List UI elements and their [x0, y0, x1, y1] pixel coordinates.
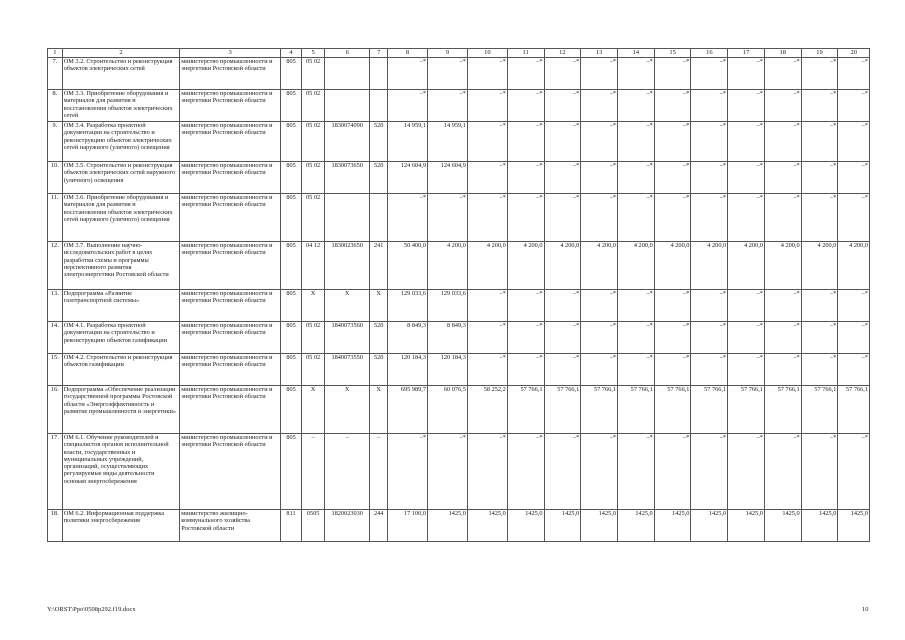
amount-cell: –* [507, 90, 544, 122]
row-number: 17. [48, 434, 63, 510]
amount-cell: –* [467, 90, 507, 122]
amount-cell: 57 766,1 [728, 386, 765, 434]
amount-cell: 58 252,2 [467, 386, 507, 434]
code-target: – [325, 434, 370, 510]
measure-name: Подпрограмма «Обеспечение реализации государственной программы Ростовской области «Энергоэффективность и развитие промышленности и энергетики» [62, 386, 180, 434]
amount-cell: 17 100,0 [388, 510, 428, 542]
amount-cell: –* [428, 58, 468, 90]
header-cell: 20 [838, 49, 870, 58]
amount-cell: –* [728, 354, 765, 386]
amount-cell: –* [838, 290, 870, 322]
amount-cell: –* [507, 354, 544, 386]
amount-cell: –* [617, 354, 654, 386]
amount-cell: –* [654, 90, 691, 122]
amount-cell: –* [388, 58, 428, 90]
amount-cell: –* [728, 90, 765, 122]
row-number: 8. [48, 90, 63, 122]
amount-cell: –* [617, 58, 654, 90]
amount-cell: 120 184,3 [428, 354, 468, 386]
amount-cell: –* [507, 290, 544, 322]
code-expense: Х [370, 290, 388, 322]
code-target [325, 58, 370, 90]
amount-cell: –* [544, 354, 581, 386]
amount-cell: 1425,0 [654, 510, 691, 542]
code-target: Х [325, 386, 370, 434]
amount-cell: –* [617, 322, 654, 354]
amount-cell: –* [728, 290, 765, 322]
executor: министерство промышленности и энергетики Ростовской области [180, 194, 281, 242]
code-section: 0505 [302, 510, 325, 542]
amount-cell: –* [728, 162, 765, 194]
row-number: 13. [48, 290, 63, 322]
amount-cell: –* [581, 322, 618, 354]
amount-cell: 1425,0 [467, 510, 507, 542]
amount-cell: –* [691, 58, 728, 90]
amount-cell: 124 604,9 [388, 162, 428, 194]
header-cell: 19 [801, 49, 838, 58]
amount-cell: –* [654, 290, 691, 322]
amount-cell: 1425,0 [764, 510, 801, 542]
amount-cell: –* [764, 90, 801, 122]
code-expense: 520 [370, 354, 388, 386]
amount-cell: –* [801, 90, 838, 122]
measure-name: ОМ 6.2. Информационная поддержка политики энергосбережения [62, 510, 180, 542]
measure-name: ОМ 3.7. Выполнение научно-исследовательских работ в целях разработки схемы и программы перспективного развития электроэнергетики Ростовской области [62, 242, 180, 290]
amount-cell: 8 849,3 [388, 322, 428, 354]
amount-cell: –* [764, 194, 801, 242]
table-row [48, 354, 870, 386]
code-expense [370, 194, 388, 242]
code-section: Х [302, 386, 325, 434]
code-expense: 244 [370, 510, 388, 542]
code-grbs: 805 [281, 90, 302, 122]
amount-cell: 1425,0 [691, 510, 728, 542]
amount-cell: –* [507, 322, 544, 354]
amount-cell: –* [764, 290, 801, 322]
amount-cell: –* [507, 162, 544, 194]
amount-cell: –* [728, 434, 765, 510]
amount-cell: –* [581, 162, 618, 194]
amount-cell: 57 766,1 [691, 386, 728, 434]
header-cell: 12 [544, 49, 581, 58]
amount-cell: 60 076,5 [428, 386, 468, 434]
amount-cell: 57 766,1 [654, 386, 691, 434]
code-section: 05 02 [302, 354, 325, 386]
amount-cell: –* [388, 434, 428, 510]
amount-cell: 4 200,0 [801, 242, 838, 290]
amount-cell: 14 959,1 [428, 122, 468, 162]
amount-cell: –* [764, 322, 801, 354]
amount-cell: –* [428, 194, 468, 242]
code-target: 1830023650 [325, 242, 370, 290]
amount-cell: –* [801, 354, 838, 386]
header-cell: 6 [325, 49, 370, 58]
code-target [325, 90, 370, 122]
row-number: 7. [48, 58, 63, 90]
amount-cell: –* [581, 194, 618, 242]
row-number: 18. [48, 510, 63, 542]
amount-cell: –* [388, 194, 428, 242]
amount-cell: –* [544, 58, 581, 90]
code-expense: 520 [370, 122, 388, 162]
amount-cell: –* [507, 434, 544, 510]
header-cell: 15 [654, 49, 691, 58]
amount-cell: –* [838, 322, 870, 354]
measure-name: ОМ 3.6. Приобретение оборудования и материалов для развития и восстановления объектов электрических сетей наружного (уличного) освещения [62, 194, 180, 242]
amount-cell: 1425,0 [728, 510, 765, 542]
amount-cell: –* [617, 90, 654, 122]
amount-cell: 57 766,1 [617, 386, 654, 434]
table-row [48, 90, 870, 122]
file-path: Y:\ORST\Ppo\0508p292.f19.docx [47, 606, 136, 613]
measure-name: ОМ 3.3. Приобретение оборудования и материалов для развития и восстановления объектов электрических сетей [62, 90, 180, 122]
header-cell: 10 [467, 49, 507, 58]
code-grbs: 805 [281, 322, 302, 354]
amount-cell: 1425,0 [428, 510, 468, 542]
table-row [48, 162, 870, 194]
code-section: 05 02 [302, 122, 325, 162]
amount-cell: –* [654, 322, 691, 354]
amount-cell: –* [801, 122, 838, 162]
amount-cell: –* [428, 90, 468, 122]
amount-cell: –* [838, 354, 870, 386]
amount-cell: –* [838, 58, 870, 90]
amount-cell: –* [654, 122, 691, 162]
header-cell: 8 [388, 49, 428, 58]
amount-cell: –* [467, 58, 507, 90]
executor: министерство промышленности и энергетики Ростовской области [180, 386, 281, 434]
amount-cell: 124 604,9 [428, 162, 468, 194]
amount-cell: –* [691, 354, 728, 386]
amount-cell: –* [838, 90, 870, 122]
table-row [48, 510, 870, 542]
code-target: 1830074090 [325, 122, 370, 162]
amount-cell: –* [507, 122, 544, 162]
code-section: 05 02 [302, 90, 325, 122]
amount-cell: –* [581, 90, 618, 122]
amount-cell: 4 200,0 [691, 242, 728, 290]
code-grbs: 805 [281, 242, 302, 290]
amount-cell: –* [581, 434, 618, 510]
amount-cell: 1425,0 [838, 510, 870, 542]
header-cell: 18 [764, 49, 801, 58]
code-section: 05 02 [302, 194, 325, 242]
header-cell: 17 [728, 49, 765, 58]
amount-cell: –* [801, 58, 838, 90]
table-row [48, 322, 870, 354]
amount-cell: –* [654, 194, 691, 242]
header-row [48, 49, 870, 58]
amount-cell: –* [581, 354, 618, 386]
measure-name: ОМ 3.4. Разработка проектной документации на строительство и реконструкцию объектов электрических сетей наружного (уличного) освещения [62, 122, 180, 162]
measure-name: Подпрограмма «Развитие газотранспортной системы» [62, 290, 180, 322]
amount-cell: –* [467, 354, 507, 386]
code-grbs: 811 [281, 510, 302, 542]
executor: министерство промышленности и энергетики Ростовской области [180, 58, 281, 90]
amount-cell: 57 766,1 [544, 386, 581, 434]
amount-cell: –* [544, 194, 581, 242]
table-row [48, 242, 870, 290]
amount-cell: 4 200,0 [654, 242, 691, 290]
code-target: 1840073550 [325, 354, 370, 386]
amount-cell: –* [467, 194, 507, 242]
code-expense: Х [370, 386, 388, 434]
amount-cell: 695 989,7 [388, 386, 428, 434]
amount-cell: –* [691, 322, 728, 354]
table-row [48, 386, 870, 434]
code-section: Х [302, 290, 325, 322]
amount-cell: –* [764, 122, 801, 162]
amount-cell: 57 766,1 [801, 386, 838, 434]
executor: министерство промышленности и энергетики Ростовской области [180, 354, 281, 386]
amount-cell: –* [728, 194, 765, 242]
code-grbs: 805 [281, 434, 302, 510]
code-grbs: 805 [281, 290, 302, 322]
amount-cell: –* [764, 58, 801, 90]
code-section: 04 12 [302, 242, 325, 290]
header-cell: 9 [428, 49, 468, 58]
amount-cell: –* [728, 322, 765, 354]
code-grbs: 805 [281, 58, 302, 90]
amount-cell: –* [467, 290, 507, 322]
executor: министерство промышленности и энергетики Ростовской области [180, 290, 281, 322]
amount-cell: –* [544, 322, 581, 354]
measure-name: ОМ 3.2. Строительство и реконструкция объектов электрических сетей [62, 58, 180, 90]
code-grbs: 805 [281, 162, 302, 194]
amount-cell: 14 959,1 [388, 122, 428, 162]
code-target: 1840073560 [325, 322, 370, 354]
amount-cell: –* [467, 322, 507, 354]
code-target: 1830073650 [325, 162, 370, 194]
measure-name: ОМ 4.2. Строительство и реконструкция объектов газификации [62, 354, 180, 386]
measure-name: ОМ 3.5. Строительство и реконструкция объектов электрических сетей наружного (уличного) освещения [62, 162, 180, 194]
row-number: 16. [48, 386, 63, 434]
amount-cell: –* [801, 322, 838, 354]
code-expense: 241 [370, 242, 388, 290]
amount-cell: 50 400,0 [388, 242, 428, 290]
code-expense: – [370, 434, 388, 510]
amount-cell: 120 184,3 [388, 354, 428, 386]
code-expense [370, 58, 388, 90]
amount-cell: 4 200,0 [617, 242, 654, 290]
budget-table [47, 48, 870, 542]
row-number: 9. [48, 122, 63, 162]
amount-cell: –* [581, 122, 618, 162]
amount-cell: –* [654, 58, 691, 90]
amount-cell: –* [428, 434, 468, 510]
header-cell: 2 [62, 49, 180, 58]
amount-cell: 1425,0 [617, 510, 654, 542]
amount-cell: –* [801, 434, 838, 510]
amount-cell: –* [544, 290, 581, 322]
code-grbs: 805 [281, 194, 302, 242]
amount-cell: 4 200,0 [764, 242, 801, 290]
table-row [48, 58, 870, 90]
code-section: 05 02 [302, 322, 325, 354]
header-cell: 16 [691, 49, 728, 58]
header-cell: 5 [302, 49, 325, 58]
amount-cell: –* [838, 434, 870, 510]
executor: министерство жилищно-коммунального хозяйства Ростовской области [180, 510, 281, 542]
amount-cell: –* [581, 290, 618, 322]
amount-cell: –* [507, 58, 544, 90]
amount-cell: 4 200,0 [507, 242, 544, 290]
amount-cell: –* [764, 162, 801, 194]
amount-cell: –* [691, 90, 728, 122]
amount-cell: –* [581, 58, 618, 90]
code-target: 1820023030 [325, 510, 370, 542]
code-grbs: 805 [281, 386, 302, 434]
amount-cell: –* [388, 90, 428, 122]
measure-name: ОМ 4.1. Разработка проектной документации на строительство и реконструкцию объектов газификации [62, 322, 180, 354]
amount-cell: 57 766,1 [581, 386, 618, 434]
header-cell: 14 [617, 49, 654, 58]
code-expense [370, 90, 388, 122]
row-number: 10. [48, 162, 63, 194]
amount-cell: –* [617, 122, 654, 162]
code-expense: 520 [370, 162, 388, 194]
amount-cell: –* [691, 122, 728, 162]
code-section: 05 02 [302, 58, 325, 90]
amount-cell: –* [654, 354, 691, 386]
amount-cell: –* [801, 162, 838, 194]
amount-cell: –* [544, 122, 581, 162]
amount-cell: –* [764, 434, 801, 510]
header-cell: 3 [180, 49, 281, 58]
table-row [48, 194, 870, 242]
amount-cell: –* [617, 290, 654, 322]
executor: министерство промышленности и энергетики Ростовской области [180, 242, 281, 290]
amount-cell: –* [691, 434, 728, 510]
table-row [48, 122, 870, 162]
amount-cell: –* [838, 194, 870, 242]
table-row [48, 434, 870, 510]
amount-cell: 4 200,0 [581, 242, 618, 290]
amount-cell: –* [654, 162, 691, 194]
executor: министерство промышленности и энергетики Ростовской области [180, 322, 281, 354]
header-cell: 11 [507, 49, 544, 58]
amount-cell: 4 200,0 [428, 242, 468, 290]
amount-cell: 4 200,0 [544, 242, 581, 290]
amount-cell: 129 033,6 [388, 290, 428, 322]
code-grbs: 805 [281, 354, 302, 386]
amount-cell: 1425,0 [581, 510, 618, 542]
amount-cell: 1425,0 [507, 510, 544, 542]
amount-cell: –* [691, 290, 728, 322]
amount-cell: –* [467, 434, 507, 510]
amount-cell: –* [764, 354, 801, 386]
amount-cell: –* [617, 194, 654, 242]
amount-cell: –* [544, 434, 581, 510]
amount-cell: –* [467, 162, 507, 194]
amount-cell: –* [838, 162, 870, 194]
code-section: 05 02 [302, 162, 325, 194]
executor: министерство промышленности и энергетики Ростовской области [180, 90, 281, 122]
header-cell: 1 [48, 49, 63, 58]
code-target [325, 194, 370, 242]
header-cell: 13 [581, 49, 618, 58]
amount-cell: –* [617, 434, 654, 510]
amount-cell: –* [838, 122, 870, 162]
amount-cell: 4 200,0 [838, 242, 870, 290]
executor: министерство промышленности и энергетики Ростовской области [180, 162, 281, 194]
amount-cell: –* [691, 194, 728, 242]
amount-cell: –* [544, 90, 581, 122]
measure-name: ОМ 6.1. Обучение руководителей и специалистов органов исполнительной власти, государственных и муниципальных учреждений, организаций, осуществляющих регулируемые виды деятельности основам энергосбережения [62, 434, 180, 510]
amount-cell: –* [801, 290, 838, 322]
code-target: Х [325, 290, 370, 322]
code-grbs: 805 [281, 122, 302, 162]
amount-cell: –* [507, 194, 544, 242]
row-number: 14. [48, 322, 63, 354]
row-number: 15. [48, 354, 63, 386]
amount-cell: 4 200,0 [728, 242, 765, 290]
amount-cell: 1425,0 [801, 510, 838, 542]
header-cell: 4 [281, 49, 302, 58]
amount-cell: –* [654, 434, 691, 510]
executor: министерство промышленности и энергетики Ростовской области [180, 122, 281, 162]
executor: министерство промышленности и энергетики Ростовской области [180, 434, 281, 510]
amount-cell: 57 766,1 [764, 386, 801, 434]
table-row [48, 290, 870, 322]
amount-cell: 57 766,1 [838, 386, 870, 434]
amount-cell: –* [544, 162, 581, 194]
amount-cell: –* [728, 58, 765, 90]
page-number: 10 [862, 606, 869, 613]
code-expense: 520 [370, 322, 388, 354]
amount-cell: 1425,0 [544, 510, 581, 542]
amount-cell: –* [467, 122, 507, 162]
amount-cell: –* [691, 162, 728, 194]
code-section: – [302, 434, 325, 510]
row-number: 11. [48, 194, 63, 242]
amount-cell: –* [801, 194, 838, 242]
amount-cell: 129 033,6 [428, 290, 468, 322]
header-cell: 7 [370, 49, 388, 58]
amount-cell: –* [728, 122, 765, 162]
amount-cell: 8 849,3 [428, 322, 468, 354]
amount-cell: 57 766,1 [507, 386, 544, 434]
row-number: 12. [48, 242, 63, 290]
amount-cell: 4 200,0 [467, 242, 507, 290]
amount-cell: –* [617, 162, 654, 194]
